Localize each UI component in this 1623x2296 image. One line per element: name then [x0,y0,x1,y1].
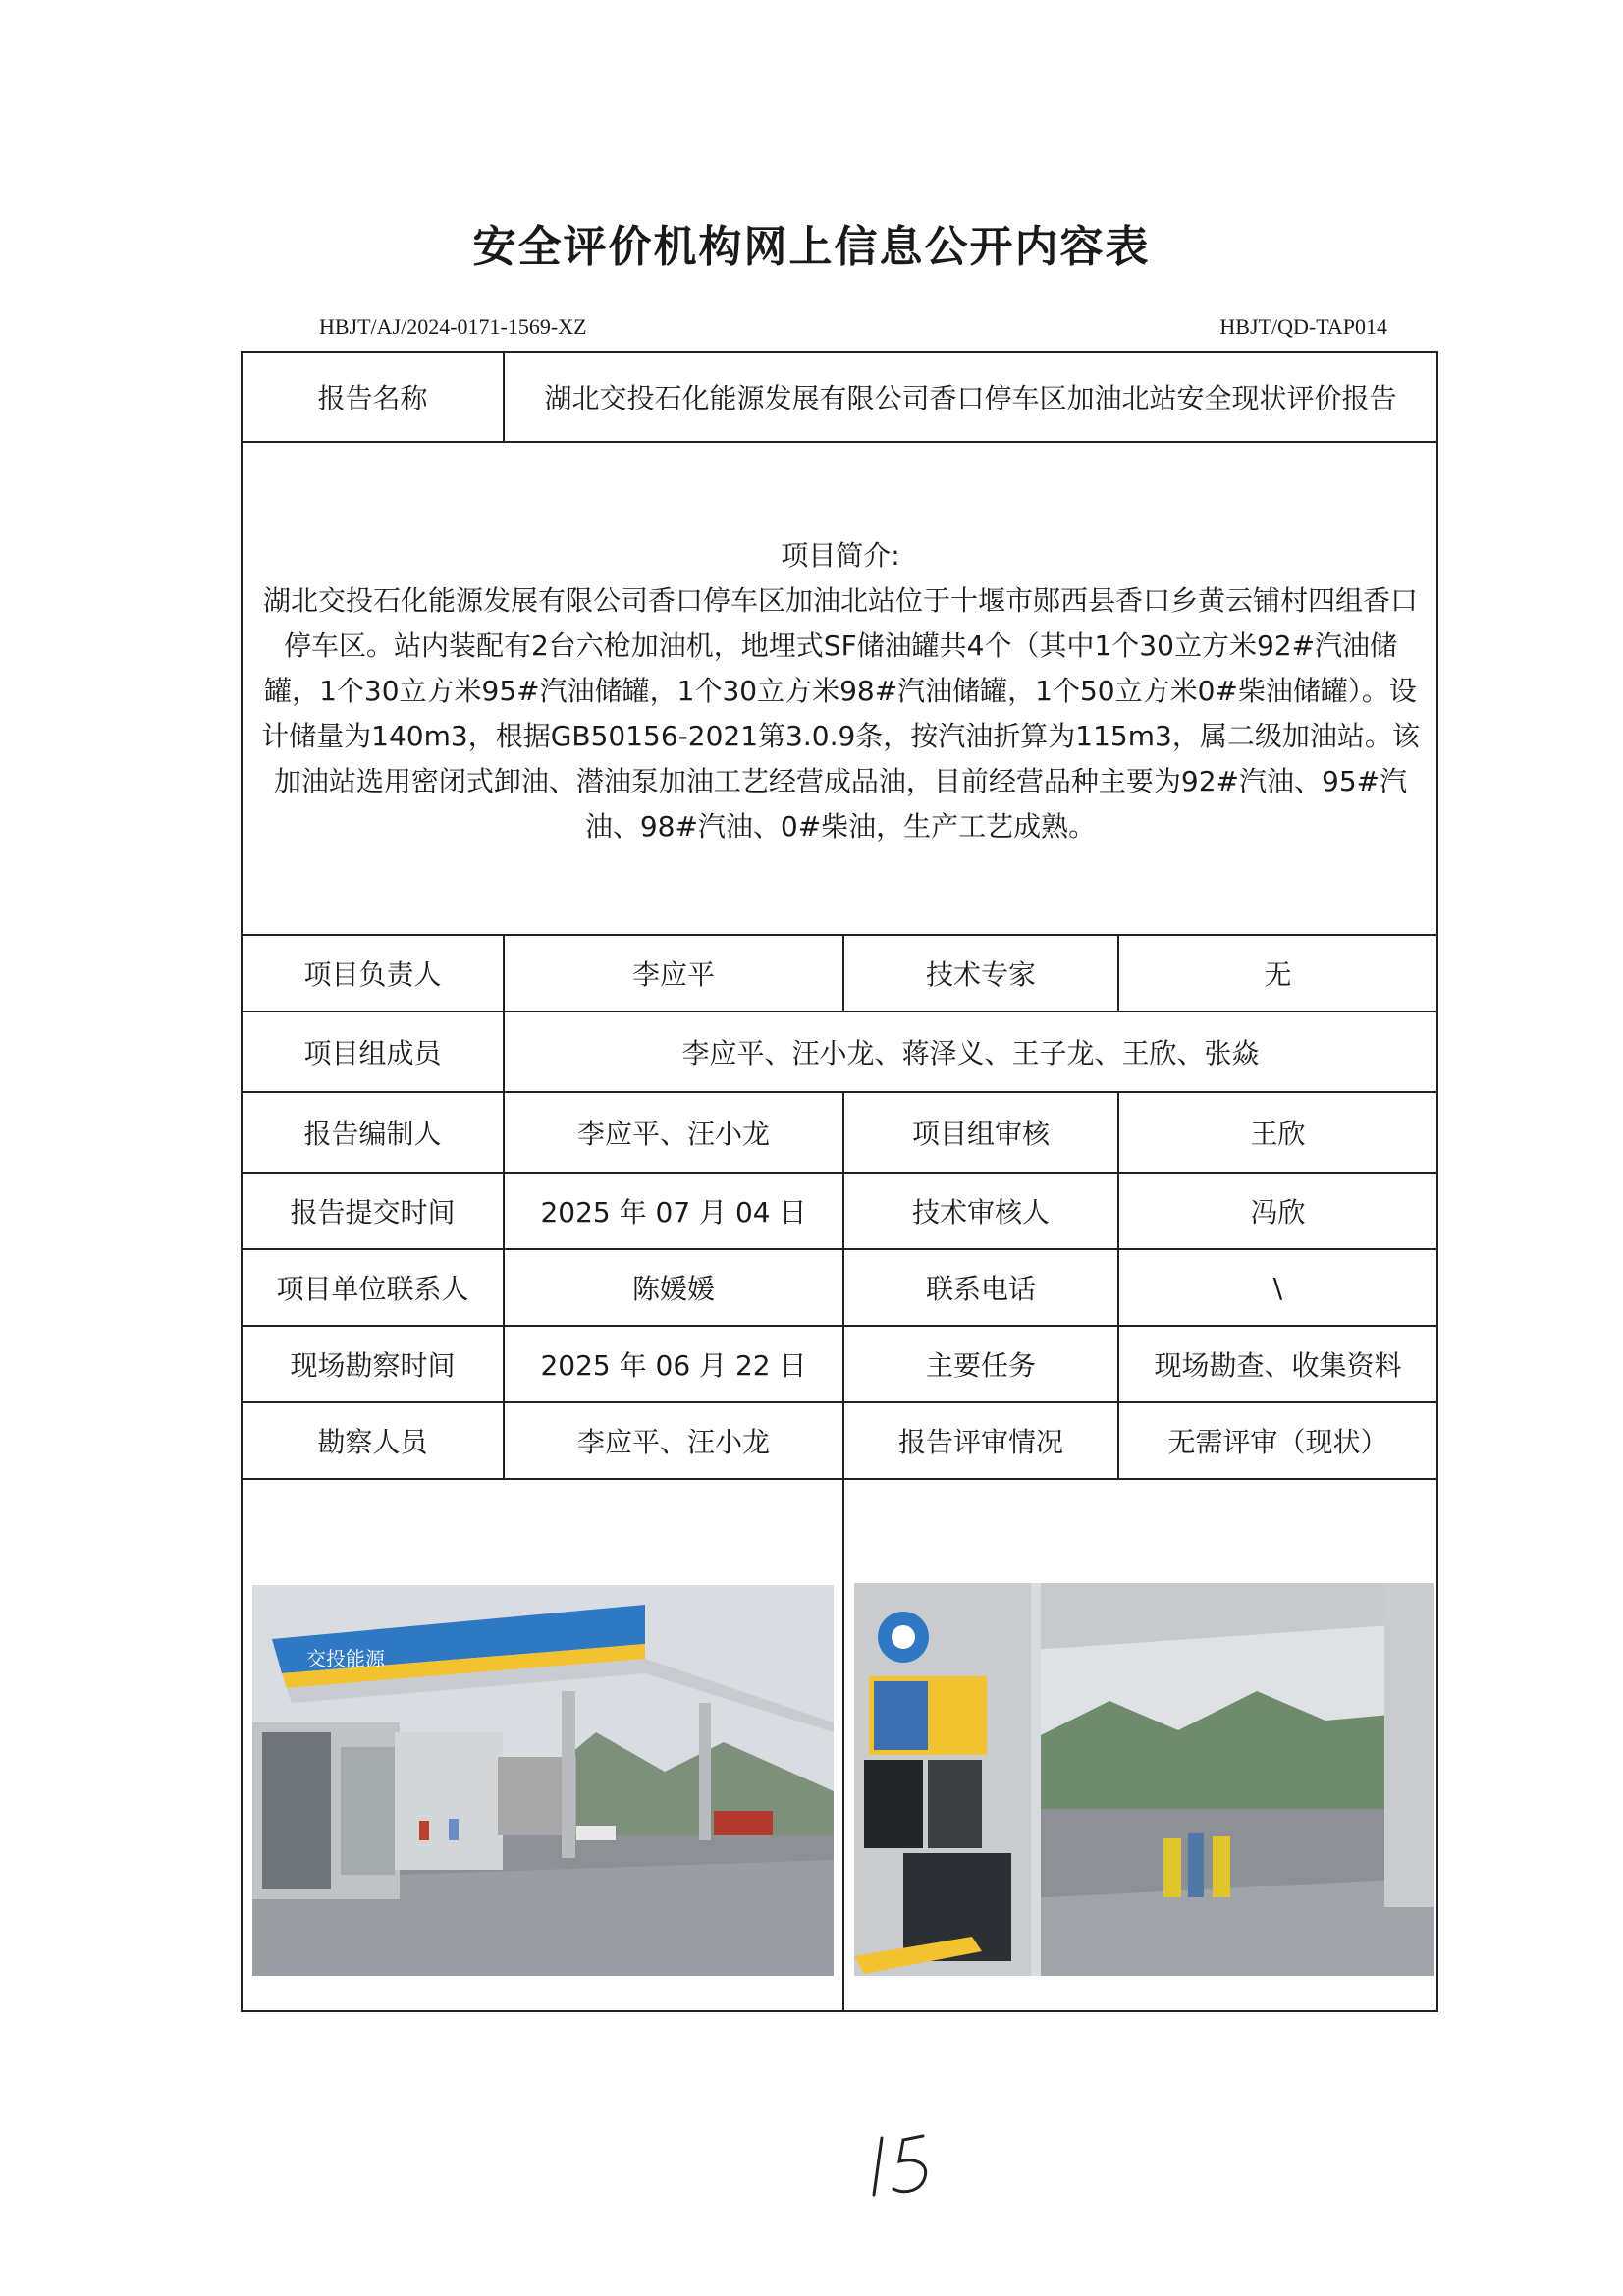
photo-cell-left [242,1479,843,2011]
document-code: HBJT/AJ/2024-0171-1569-XZ [319,314,587,339]
canopy-sign-text: 交投能源 [306,1647,385,1670]
table-row [242,1402,1437,1479]
project-intro-cell [242,442,1437,935]
project-intro-text: 湖北交投石化能源发展有限公司香口停车区加油北站位于十堰市郧西县香口乡黄云铺村四组香口停车区。站内装配有2台六枪加油机，地埋式SF储油罐共4个（其中1个30立方米92#汽油储罐，1个30立方米95#汽油储罐，1个30立方米98#汽油储罐，1个50立方米0#柴油储罐）。设计储量为140m3，根据GB50156-2021第3.0.9条，按汽油折算为115m3，属二级加油站。该加油站选用密闭式卸油、潜油泵加油工艺经营成品油，目前经营品种主要为92#汽油、95#汽油、98#汽油、0#柴油，生产工艺成熟。 [261,584,1420,843]
table-row [242,1326,1437,1402]
reviewer-value: 王欣 [1118,1092,1437,1173]
reviewer-label: 项目组审核 [843,1092,1118,1173]
review-status-label: 报告评审情况 [843,1402,1118,1479]
table-row [242,935,1437,1011]
form-code: HBJT/QD-TAP014 [1219,314,1387,339]
compiler-value: 李应平、汪小龙 [504,1092,843,1173]
expert-value: 无 [1118,935,1437,1011]
compiler-label: 报告编制人 [242,1092,504,1173]
submit-time-value: 2025 年 07 月 04 日 [504,1173,843,1249]
leader-value: 李应平 [504,935,843,1011]
table-row [242,1479,1437,2011]
contact-value: 陈媛媛 [504,1249,843,1326]
table-row [242,352,1437,442]
task-label: 主要任务 [843,1326,1118,1402]
surveyors-value: 李应平、汪小龙 [504,1402,843,1479]
survey-time-value: 2025 年 06 月 22 日 [504,1326,843,1402]
table-row [242,1092,1437,1173]
review-status-value: 无需评审（现状） [1118,1402,1437,1479]
submit-time-label: 报告提交时间 [242,1173,504,1249]
page-title: 安全评价机构网上信息公开内容表 [472,222,1151,272]
expert-label: 技术专家 [843,935,1118,1011]
site-photo-canopy [252,1585,834,1976]
table-row [242,1011,1437,1092]
report-name-label: 报告名称 [242,352,504,442]
tech-reviewer-label: 技术审核人 [843,1173,1118,1249]
handwritten-page-number [864,2126,982,2205]
site-photo-dispensers [854,1583,1434,1976]
task-value: 现场勘查、收集资料 [1118,1326,1437,1402]
tech-reviewer-value: 冯欣 [1118,1173,1437,1249]
surveyors-label: 勘察人员 [242,1402,504,1479]
report-name-value: 湖北交投石化能源发展有限公司香口停车区加油北站安全现状评价报告 [504,352,1437,442]
survey-time-label: 现场勘察时间 [242,1326,504,1402]
members-value: 李应平、汪小龙、蒋泽义、王子龙、王欣、张焱 [504,1011,1437,1092]
table-row [242,1249,1437,1326]
members-label: 项目组成员 [242,1011,504,1092]
leader-label: 项目负责人 [242,935,504,1011]
info-table [241,351,1438,2012]
phone-label: 联系电话 [843,1249,1118,1326]
contact-label: 项目单位联系人 [242,1249,504,1326]
project-intro-label: 项目简介: [781,539,900,572]
table-row [242,1173,1437,1249]
photo-cell-right [843,1479,1437,2011]
phone-value: \ [1118,1249,1437,1326]
table-row [242,442,1437,935]
